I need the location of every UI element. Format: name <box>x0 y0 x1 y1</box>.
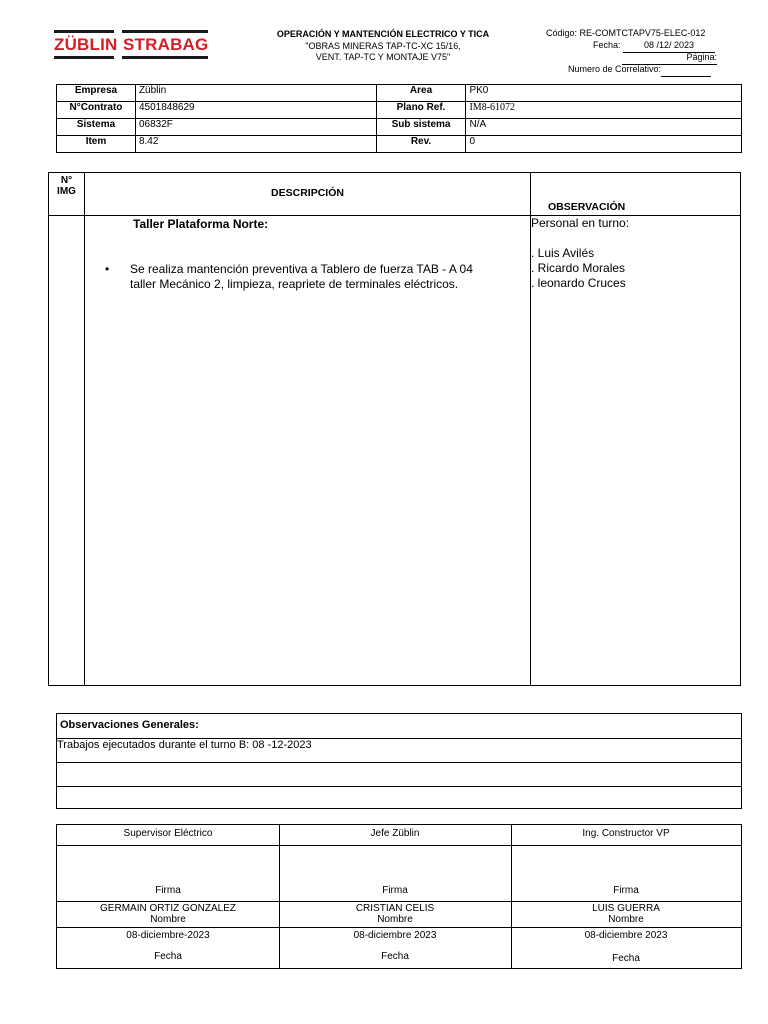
contrato-label: N°Contrato <box>57 102 136 119</box>
logo-zublin-text: ZÜBLIN <box>54 35 118 54</box>
ingeniero-firma-label: Firma <box>613 885 639 896</box>
jefe-nombre-label: Nombre <box>377 914 413 925</box>
correlativo-label: Numero de Correlativo: <box>568 64 662 74</box>
fecha-label: Fecha: <box>593 40 621 50</box>
correlativo-row <box>568 64 711 77</box>
subsistema-value: N/A <box>466 119 742 136</box>
jefe-date: 08-diciembre 2023 <box>353 930 437 941</box>
observaciones-generales <box>56 713 742 809</box>
sistema-value: 06832F <box>135 119 376 136</box>
ingeniero-name: LUIS GUERRA <box>592 903 660 914</box>
title-line-1: OPERACIÓN Y MANTENCIÓN ELECTRICO Y TICA <box>276 29 490 39</box>
fecha-value: 08 /12/ 2023 <box>623 40 715 53</box>
signature-table <box>56 824 742 969</box>
supervisor-name: GERMAIN ORTIZ GONZALEZ <box>100 903 236 914</box>
pagina-row <box>622 52 717 65</box>
codigo-label: Código: <box>546 28 578 38</box>
description-table <box>48 172 741 686</box>
observacion-header: OBSERVACIÓN <box>548 201 626 213</box>
info-row-empresa <box>57 85 742 102</box>
ingeniero-role: Ing. Constructor VP <box>582 828 670 839</box>
personal-title: Personal en turno: <box>531 216 630 230</box>
document-title <box>262 29 504 64</box>
empresa-value: Züblin <box>135 85 376 102</box>
info-row-item <box>57 136 742 153</box>
info-table <box>56 84 742 153</box>
plano-label: Plano Ref. <box>376 102 466 119</box>
jefe-role: Jefe Züblin <box>370 828 420 839</box>
empresa-label: Empresa <box>57 85 136 102</box>
plano-value: IM8-61072 <box>466 102 742 119</box>
personal-item: . leonardo Cruces <box>531 276 626 290</box>
codigo-row <box>546 28 705 40</box>
codigo-value: RE-COMTCTAPV75-ELEC-012 <box>579 28 706 38</box>
sistema-label: Sistema <box>57 119 136 136</box>
personal-item: . Luis Avilés <box>531 246 595 260</box>
observacion-content <box>531 216 629 291</box>
ingeniero-date: 08-diciembre 2023 <box>584 930 668 941</box>
jefe-firma-label: Firma <box>382 885 408 896</box>
ingeniero-fecha-label: Fecha <box>612 953 640 964</box>
jefe-name: CRISTIAN CELIS <box>355 903 435 914</box>
supervisor-firma-label: Firma <box>155 885 181 896</box>
title-line-2: "OBRAS MINERAS TAP-TC-XC 15/16, <box>305 40 461 51</box>
jefe-fecha-label: Fecha <box>381 951 409 962</box>
supervisor-date: 08-diciembre-2023 <box>126 930 210 941</box>
contrato-value: 4501848629 <box>135 102 376 119</box>
img-column-header <box>49 175 84 197</box>
observaciones-title: Observaciones Generales: <box>60 719 199 731</box>
area-label: Area <box>376 85 466 102</box>
observaciones-line-1: Trabajos ejecutados durante el turno B: 08 -12-2023 <box>57 739 312 751</box>
rev-label: Rev. <box>376 136 466 153</box>
ingeniero-nombre-label: Nombre <box>608 914 644 925</box>
subsistema-label: Sub sistema <box>376 119 466 136</box>
area-value: PK0 <box>466 85 742 102</box>
info-row-contrato <box>57 102 742 119</box>
title-line-3: VENT. TAP-TC Y MONTAJE V75" <box>315 52 451 62</box>
bullet-line-2: taller Mecánico 2, limpieza, reapriete de terminales eléctricos. <box>130 277 459 291</box>
img-header-line-2: IMG <box>57 186 76 197</box>
personal-item: . Ricardo Morales <box>531 261 626 275</box>
pagina-label: Página: <box>622 52 717 65</box>
supervisor-nombre-label: Nombre <box>150 914 186 925</box>
logo-strabag-text: STRABAG <box>123 35 209 54</box>
company-logo <box>54 30 210 60</box>
rev-value: 0 <box>466 136 742 153</box>
bullet-dot: • <box>105 262 110 276</box>
descripcion-header: DESCRIPCIÓN <box>271 187 344 199</box>
bullet-line-1: Se realiza mantención preventiva a Tablero de fuerza TAB - A 04 <box>130 262 473 276</box>
item-value: 8.42 <box>135 136 376 153</box>
supervisor-fecha-label: Fecha <box>154 951 182 962</box>
img-header-line-1: N° <box>60 175 73 186</box>
info-row-sistema <box>57 119 742 136</box>
supervisor-role: Supervisor Eléctrico <box>123 828 213 839</box>
bullet-item <box>105 262 473 292</box>
item-label: Item <box>57 136 136 153</box>
fecha-row <box>593 40 715 53</box>
section-title: Taller Plataforma Norte: <box>133 217 269 231</box>
